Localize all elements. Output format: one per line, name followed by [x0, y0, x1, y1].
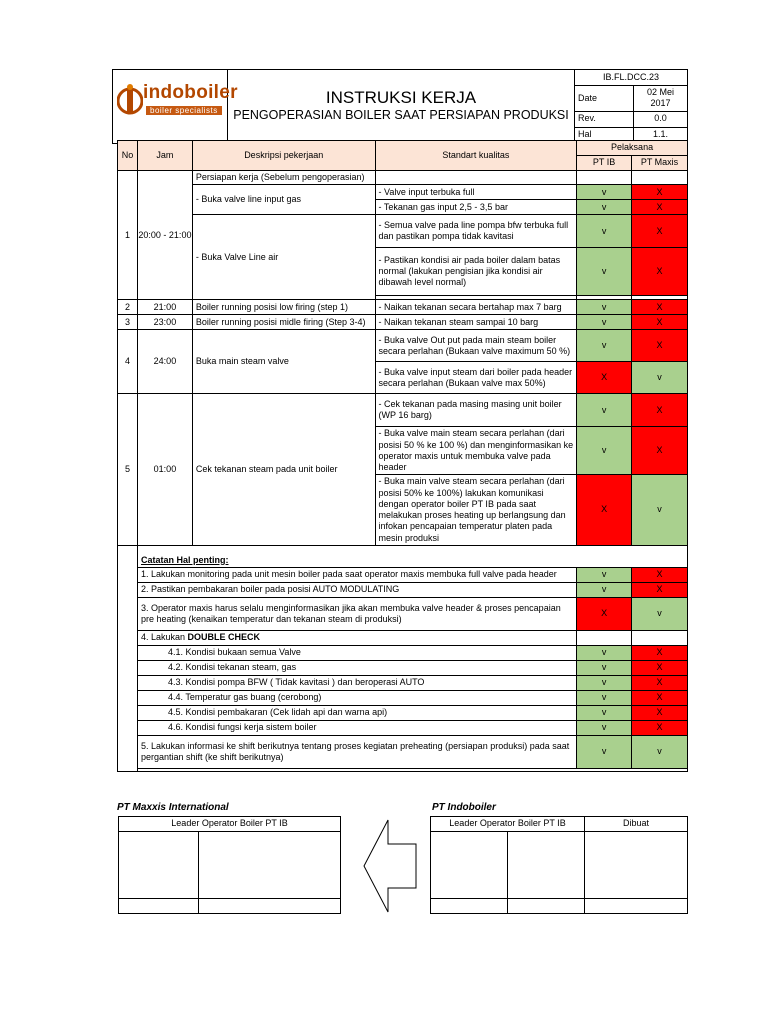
col-pt-ib: PT IB	[577, 156, 632, 171]
mark-maxis: v	[632, 475, 688, 546]
row1-std-1: - Valve input terbuka full	[375, 185, 577, 200]
note-4-bold: DOUBLE CHECK	[187, 632, 261, 643]
mark-maxis: X	[632, 200, 688, 215]
mark-ib: X	[577, 597, 632, 630]
note-5: 5. Lakukan informasi ke shift berikutnya tentang proses kegiatan preheating (persiapan produksi) pada saat pergantian shift (ke shift berikutnya)	[137, 735, 576, 768]
mark-ib: v	[577, 660, 632, 675]
row5-std-1: - Cek tekanan pada masing masing unit boiler (WP 16 barg)	[375, 394, 577, 427]
col-pelaksana: Pelaksana	[577, 141, 688, 156]
mark-ib: v	[577, 315, 632, 330]
mark-ib: v	[577, 705, 632, 720]
notes-title: Catatan Hal penting:	[137, 545, 687, 567]
mark-maxis: X	[632, 330, 688, 362]
mark-ib: v	[577, 185, 632, 200]
col-standart: Standart kualitas	[375, 141, 577, 171]
flame-icon	[117, 82, 143, 120]
row1-no: 1	[118, 171, 138, 300]
mark-ib: v	[577, 215, 632, 248]
mark-maxis: X	[632, 675, 688, 690]
mark-ib: v	[577, 427, 632, 475]
row4-std-2: - Buka valve input steam dari boiler pada header secara perlahan (Bukaan valve max 50%)	[375, 362, 577, 394]
row2-desc: Boiler running posisi low firing (step 1)	[192, 300, 375, 315]
row3-no: 3	[118, 315, 138, 330]
mark-maxis: X	[632, 185, 688, 200]
right-signature-header: Leader Operator Boiler PT IB	[431, 817, 585, 832]
mark-ib: v	[577, 675, 632, 690]
row4-jam: 24:00	[137, 330, 192, 394]
mark-ib: X	[577, 475, 632, 546]
left-signature-box	[118, 816, 341, 914]
mark-ib: v	[577, 582, 632, 597]
mark-maxis: X	[632, 567, 688, 582]
rev-value: 0.0	[634, 111, 688, 127]
note-4-2: 4.2. Kondisi tekanan steam, gas	[137, 660, 576, 675]
row4-std-1: - Buka valve Out put pada main steam boiler secara perlahan (Bukaan valve maximum 50 %)	[375, 330, 577, 362]
note-2: 2. Pastikan pembakaran boiler pada posisi AUTO MODULATING	[137, 582, 576, 597]
left-signature-header: Leader Operator Boiler PT IB	[119, 817, 341, 832]
right-signature-box	[430, 816, 688, 914]
row3-desc: Boiler running posisi midle firing (Step 3-4)	[192, 315, 375, 330]
doc-code: IB.FL.DCC.23	[575, 70, 688, 86]
note-4-5: 4.5. Kondisi pembakaran (Cek lidah api dan warna api)	[137, 705, 576, 720]
mark-maxis: v	[632, 735, 688, 768]
mark-ib: v	[577, 735, 632, 768]
mark-maxis: v	[632, 597, 688, 630]
mark-ib: v	[577, 690, 632, 705]
logo-tagline: boiler specialists	[146, 106, 222, 115]
page-title: INSTRUKSI KERJA	[325, 88, 477, 108]
title-cell	[228, 70, 575, 144]
row1-desc-gas: - Buka valve line input gas	[192, 185, 375, 215]
note-4-6: 4.6. Kondisi fungsi kerja sistem boiler	[137, 720, 576, 735]
mark-maxis: X	[632, 705, 688, 720]
row2-std: - Naikan tekanan secara bertahap max 7 barg	[375, 300, 577, 315]
row4-no: 4	[118, 330, 138, 394]
row2-no: 2	[118, 300, 138, 315]
mark-maxis: X	[632, 645, 688, 660]
mark-ib: v	[577, 394, 632, 427]
row2-jam: 21:00	[137, 300, 192, 315]
page-subtitle: PENGOPERASIAN BOILER SAAT PERSIAPAN PRODUKSI	[233, 107, 569, 122]
col-no: No	[118, 141, 138, 171]
mark-ib: v	[577, 645, 632, 660]
hal-value: 1.1.	[634, 127, 688, 143]
row1-std-2: - Tekanan gas input 2,5 - 3,5 bar	[375, 200, 577, 215]
row3-jam: 23:00	[137, 315, 192, 330]
mark-maxis: X	[632, 300, 688, 315]
mark-maxis: X	[632, 690, 688, 705]
note-4-4: 4.4. Temperatur gas buang (cerobong)	[137, 690, 576, 705]
note-3: 3. Operator maxis harus selalu menginformasikan jika akan membuka valve header & proses pencapaian pre heating (kenaikan temperatur dan tekanan steam di produksi)	[137, 597, 576, 630]
left-arrow-icon	[362, 818, 418, 914]
right-company-label: PT Indoboiler	[432, 802, 496, 813]
indoboiler-logo	[117, 80, 238, 120]
left-company-label: PT Maxxis International	[117, 802, 229, 813]
note-4-3: 4.3. Kondisi pompa BFW ( Tidak kavitasi ) dan beroperasi AUTO	[137, 675, 576, 690]
mark-maxis: X	[632, 315, 688, 330]
row5-desc: Cek tekanan steam pada unit boiler	[192, 394, 375, 546]
row5-std-3: - Buka main valve steam secara perlahan (dari posisi 50% ke 100%) lakukan komunikasi dengan operator boiler PT IB pada saat melakukan proses heating up berlangsung dan infokan pencapaian temperatur platen pada mesin produksi	[375, 475, 577, 546]
note-4	[137, 630, 576, 645]
row1-std-4: - Pastikan kondisi air pada boiler dalam batas normal (lakukan pengisian jika kondisi air dibawah level normal)	[375, 248, 577, 296]
date-label: Date	[575, 86, 634, 112]
mark-maxis: X	[632, 248, 688, 296]
mark-ib: v	[577, 200, 632, 215]
row1-std-3: - Semua valve pada line pompa bfw terbuka full dan pastikan pompa tidak kavitasi	[375, 215, 577, 248]
dibuat-header: Dibuat	[585, 817, 688, 832]
date-value: 02 Mei 2017	[634, 86, 688, 112]
mark-maxis: X	[632, 720, 688, 735]
mark-maxis: X	[632, 215, 688, 248]
mark-maxis: X	[632, 582, 688, 597]
rev-label: Rev.	[575, 111, 634, 127]
col-deskripsi: Deskripsi pekerjaan	[192, 141, 375, 171]
row5-jam: 01:00	[137, 394, 192, 546]
mark-maxis: X	[632, 427, 688, 475]
note-4-1: 4.1. Kondisi bukaan semua Valve	[137, 645, 576, 660]
hal-label: Hal	[575, 127, 634, 143]
mark-maxis: v	[632, 362, 688, 394]
mark-ib: v	[577, 330, 632, 362]
mark-ib: v	[577, 720, 632, 735]
row4-desc: Buka main steam valve	[192, 330, 375, 394]
mark-ib: v	[577, 300, 632, 315]
row1-desc-air: - Buka Valve Line air	[192, 215, 375, 300]
mark-maxis: X	[632, 394, 688, 427]
row3-std: - Naikan tekanan steam sampai 10 barg	[375, 315, 577, 330]
row1-jam: 20:00 - 21:00	[137, 171, 192, 300]
mark-ib: X	[577, 362, 632, 394]
mark-ib: v	[577, 567, 632, 582]
logo-name: indoboiler	[143, 82, 238, 103]
mark-ib: v	[577, 248, 632, 296]
mark-maxis: X	[632, 660, 688, 675]
col-pt-maxis: PT Maxis	[632, 156, 688, 171]
row5-no: 5	[118, 394, 138, 546]
work-instruction-table	[117, 140, 688, 772]
note-1: 1. Lakukan monitoring pada unit mesin boiler pada saat operator maxis membuka full valve pada header	[137, 567, 576, 582]
row1-persiapan: Persiapan kerja (Sebelum pengoperasian)	[192, 171, 375, 185]
row5-std-2: - Buka valve main steam secara perlahan (dari posisi 50 % ke 100 %) dan menginformasikan ke operator maxis untuk membuka valve pada header	[375, 427, 577, 475]
note-4-prefix: 4. Lakukan	[140, 632, 188, 643]
col-jam: Jam	[137, 141, 192, 171]
